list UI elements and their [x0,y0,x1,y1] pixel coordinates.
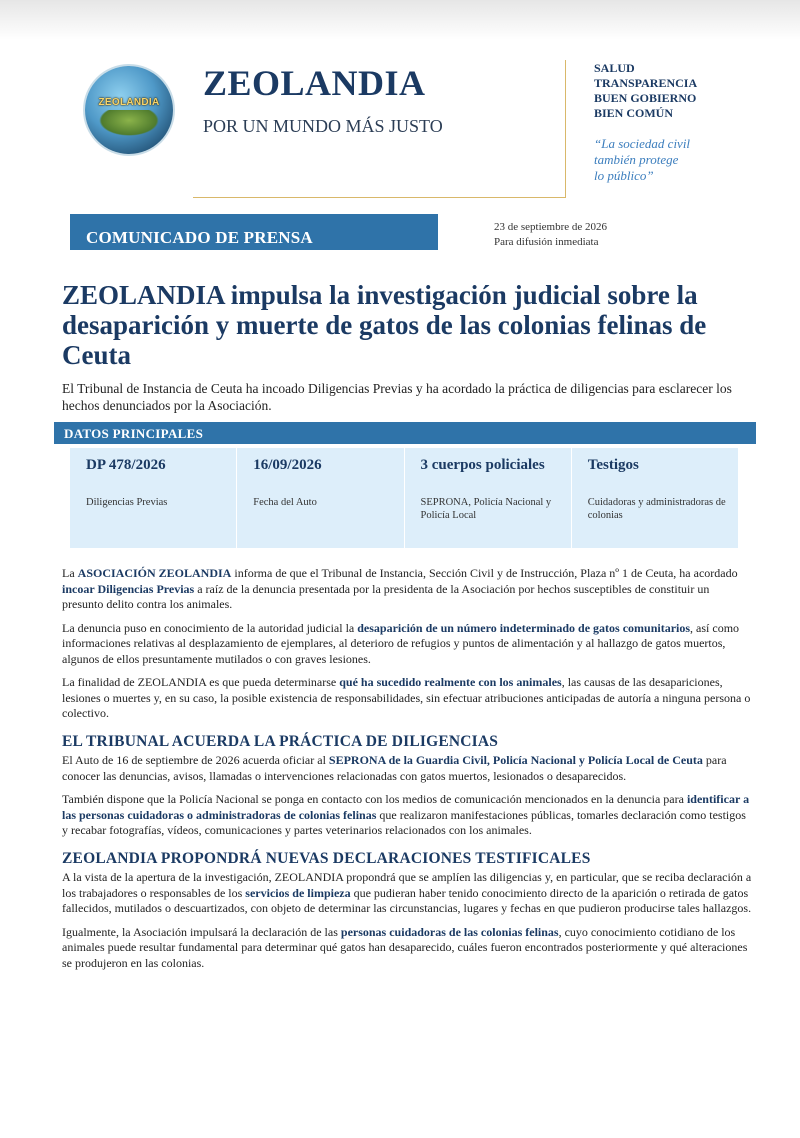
bold-run: desaparición de un número indeterminado de gatos comunitarios [357,620,691,635]
key-data-caption: Fecha del Auto [253,497,317,508]
text-run: a raíz de la denuncia presentada por la presidenta de la Asociación por hechos susceptibles de constituir un presunto delito contra los animales. [62,581,710,611]
key-data-caption: Cuidadoras y administradoras de colonias [587,497,726,521]
header-divider-horizontal [193,197,566,198]
key-data-panel [70,448,738,548]
key-data-caption: SEPRONA, Policía Nacional y Policía Local [420,497,552,521]
key-data-caption: Diligencias Previas [86,497,168,508]
body-paragraph [62,792,752,839]
text-run: También dispone que la Policía Nacional se ponga en contacto con los medios de comunicación mencionados en la denuncia para [62,792,687,806]
text-run: Igualmente, la Asociación impulsará la declaración de las [62,924,341,939]
top-shadow [0,0,800,40]
quote-line: también protege [594,152,679,167]
release-note: Para difusión inmediata [494,236,599,248]
bold-run: servicios de limpieza [245,885,351,900]
key-data-cell [571,448,738,548]
body-paragraph [62,621,752,668]
article-title: ZEOLANDIA impulsa la investigación judicial sobre la desaparición y muerte de gatos de las colonias felinas de Ceuta [62,280,707,370]
key-data-heading: DATOS PRINCIPALES [64,426,204,441]
quote-line: lo público” [594,168,654,183]
text-run: , las causas de las desapariciones, lesiones o muertes y, en su caso, la posible existencia de responsabilidades, sin efectuar atribuciones anticipadas de autoría a ninguna persona o colectivo. [62,675,751,720]
bold-run: SEPRONA de la Guardia Civil, Policía Nacional y Policía Local de Ceuta [328,753,703,767]
bold-run: ASOCIACIÓN ZEOLANDIA [77,566,232,580]
brand-name: ZEOLANDIA [203,63,426,103]
body-paragraph [62,870,752,917]
motto-quote [594,136,744,184]
bold-run: personas cuidadoras de las colonias felinas [340,924,559,939]
bold-run: identificar a las personas cuidadoras o administradoras de colonias felinas [62,792,750,822]
text-run: La [62,566,78,580]
text-run: La denuncia puso en conocimiento de la autoridad judicial la [62,620,358,635]
bold-run: incoar Diligencias Previas [62,581,195,596]
text-run: , cuyo conocimiento cotidiano de los animales puede resultar fundamental para determinar qué gatos han desaparecido, cuáles fueron encontrados posteriormente y qué alteraciones se produjeron en las colonias. [62,924,748,970]
logo-globe-land [99,110,159,136]
key-data-value: 16/09/2026 [253,457,322,473]
header-divider-vertical [565,60,566,198]
key-data-cell [70,448,236,548]
article-lede: El Tribunal de Instancia de Ceuta ha incoado Diligencias Previas y ha acordado la práctica de diligencias para esclarecer los hechos denunciados por la Asociación. [62,381,732,413]
bold-run: qué ha sucedido realmente con los animales [339,675,562,689]
text-run: El Auto de 16 de septiembre de 2026 acuerda oficiar al [62,753,329,767]
value-item: BIEN COMÚN [594,106,674,120]
values-list [594,61,697,121]
section-heading: ZEOLANDIA PROPONDRÁ NUEVAS DECLARACIONES TESTIFICALES [62,849,591,867]
body-paragraph [62,925,752,972]
logo-wordmark: ZEOLANDIA [98,97,160,108]
text-run: , así como informaciones relativas al desplazamiento de ejemplares, al deterioro de refugios y puntos de alimentación y al hallazgo de gatos muertos, algunos de ellos presuntamente mutilados o con graves lesiones. [62,620,740,666]
press-release-label: COMUNICADO DE PRENSA [86,228,313,247]
body-paragraph [62,566,752,613]
text-run: informa de que el Tribunal de Instancia, Sección Civil y de Instrucción, Plaza nº 1 de Ceuta, ha acordado [231,566,738,580]
article-body [62,566,752,979]
value-item: TRANSPARENCIA [594,76,698,90]
body-paragraph [62,753,752,784]
key-data-header [54,422,756,444]
press-release-banner [70,214,438,250]
zeolandia-logo [85,66,173,154]
key-data-cell [236,448,403,548]
body-paragraph [62,675,752,722]
text-run: que realizaron manifestaciones públicas, tomarles declaración como testigos y recabar fotografías, vídeos, comunicaciones y partes veterinarios relacionados con los animales. [62,807,746,837]
key-data-cell [404,448,571,548]
key-data-value: DP 478/2026 [86,457,166,473]
text-run: A la vista de la apertura de la investigación, ZEOLANDIA propondrá que se amplíen las diligencias y, en particular, que se reciba declaración a los trabajadores o responsables de los [62,870,752,900]
key-data-value: Testigos [587,457,639,473]
section-heading: EL TRIBUNAL ACUERDA LA PRÁCTICA DE DILIGENCIAS [62,732,499,750]
text-run: para conocer las denuncias, avisos, llamadas o intervenciones relacionadas con gatos muertos, lesionados o desaparecidos. [62,753,727,783]
value-item: BUEN GOBIERNO [594,91,697,105]
text-run: La finalidad de ZEOLANDIA es que pueda determinarse [62,675,340,689]
brand-tagline: POR UN MUNDO MÁS JUSTO [203,116,443,136]
value-item: SALUD [594,61,635,75]
key-data-value: 3 cuerpos policiales [420,457,545,473]
text-run: que pudieran haber tenido conocimiento directo de la aparición o retirada de gatos fallecidos, mutilados o descuartizados, con objeto de determinar las circunstancias, lugares y fechas en que pudieron producirse tales hallazgos. [62,885,752,915]
quote-line: “La sociedad civil [594,136,691,151]
release-date-block [494,220,607,250]
release-date: 23 de septiembre de 2026 [494,221,608,233]
